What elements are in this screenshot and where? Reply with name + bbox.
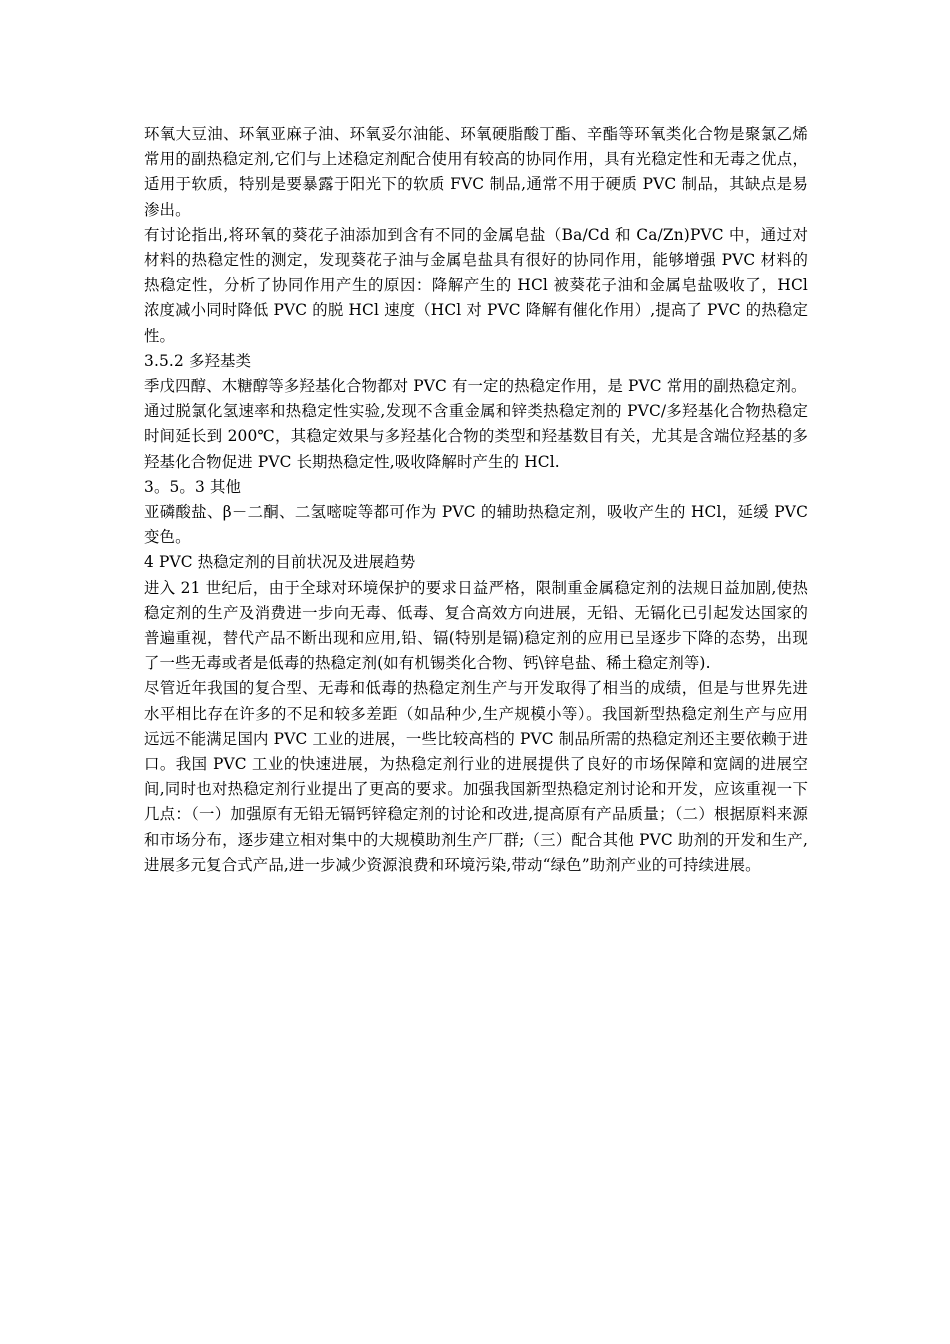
section-heading-4: 4 PVC 热稳定剂的目前状况及进展趋势	[144, 553, 416, 572]
paragraph-epoxy-stabilizers: 环氧大豆油、环氧亚麻子油、环氧妥尔油能、环氧硬脂酸丁酯、辛酯等环氧类化合物是聚氯乙烯常用的副热稳定剂,它们与上述稳定剂配合使用有较高的协同作用，具有光稳定性和无毒之优点，适用于软质，特别是要暴露于阳光下的软质 FVC 制品,通常不用于硬质 PVC 制品，其缺点是易渗出。	[144, 125, 808, 219]
paragraph-other-stabilizers: 亚磷酸盐、β－二酮、二氢嘧啶等都可作为 PVC 的辅助热稳定剂，吸收产生的 HCl，延缓 PVC 变色。	[144, 503, 808, 547]
document-body	[144, 122, 808, 878]
paragraph-domestic-status: 尽管近年我国的复合型、无毒和低毒的热稳定剂生产与开发取得了相当的成绩，但是与世界先进水平相比存在许多的不足和较多差距（如品种少,生产规模小等）。我国新型热稳定剂生产与应用远远不能满足国内 PVC 工业的进展，一些比较高档的 PVC 制品所需的热稳定剂还主要依赖于进口。我国 PVC 工业的快速进展，为热稳定剂行业的进展提供了良好的市场保障和宽阔的进展空间,同时也对热稳定剂行业提出了更高的要求。加强我国新型热稳定剂讨论和开发，应该重视一下几点：（一）加强原有无铅无镉钙锌稳定剂的讨论和改进,提高原有产品质量；（二）根据原料来源和市场分布，逐步建立相对集中的大规模助剂生产厂群;（三）配合其他 PVC 助剂的开发和生产,进展多元复合式产品,进一步减少资源浪费和环境污染,带动“绿色”助剂产业的可持续进展。	[144, 679, 808, 874]
section-heading-3-5-2: 3.5.2 多羟基类	[144, 351, 252, 370]
paragraph-polyols: 季戊四醇、木糖醇等多羟基化合物都对 PVC 有一定的热稳定作用，是 PVC 常用的副热稳定剂。	[144, 377, 807, 396]
section-heading-3-5-3: 3。5。3 其他	[144, 477, 242, 496]
paragraph-dehydrochlorination: 通过脱氯化氢速率和热稳定性实验,发现不含重金属和锌类热稳定剂的 PVC/多羟基化合物热稳定时间延长到 200℃，其稳定效果与多羟基化合物的类型和羟基数目有关，尤其是含端位羟基的多羟基化合物促进 PVC 长期热稳定性,吸收降解时产生的 HCl.	[144, 402, 808, 471]
paragraph-21st-century-trends: 进入 21 世纪后，由于全球对环境保护的要求日益严格，限制重金属稳定剂的法规日益加剧,使热稳定剂的生产及消费进一步向无毒、低毒、复合高效方向进展，无铅、无镉化已引起发达国家的普遍重视，替代产品不断出现和应用,铅、镉(特别是镉)稳定剂的应用已呈逐步下降的态势，出现了一些无毒或者是低毒的热稳定剂(如有机锡类化合物、钙\锌皂盐、稀土稳定剂等).	[144, 578, 808, 673]
paragraph-sunflower-oil-study: 有讨论指出,将环氧的葵花子油添加到含有不同的金属皂盐（Ba/Cd 和 Ca/Zn)PVC 中，通过对材料的热稳定性的测定，发现葵花子油与金属皂盐具有很好的协同作用，能够增强 PVC 材料的热稳定性，分析了协同作用产生的原因：降解产生的 HCl 被葵花子油和金属皂盐吸收了，HCl 浓度减小同时降低 PVC 的脱 HCl 速度（HCl 对 PVC 降解有催化作用）,提高了 PVC 的热稳定性。	[144, 225, 808, 345]
